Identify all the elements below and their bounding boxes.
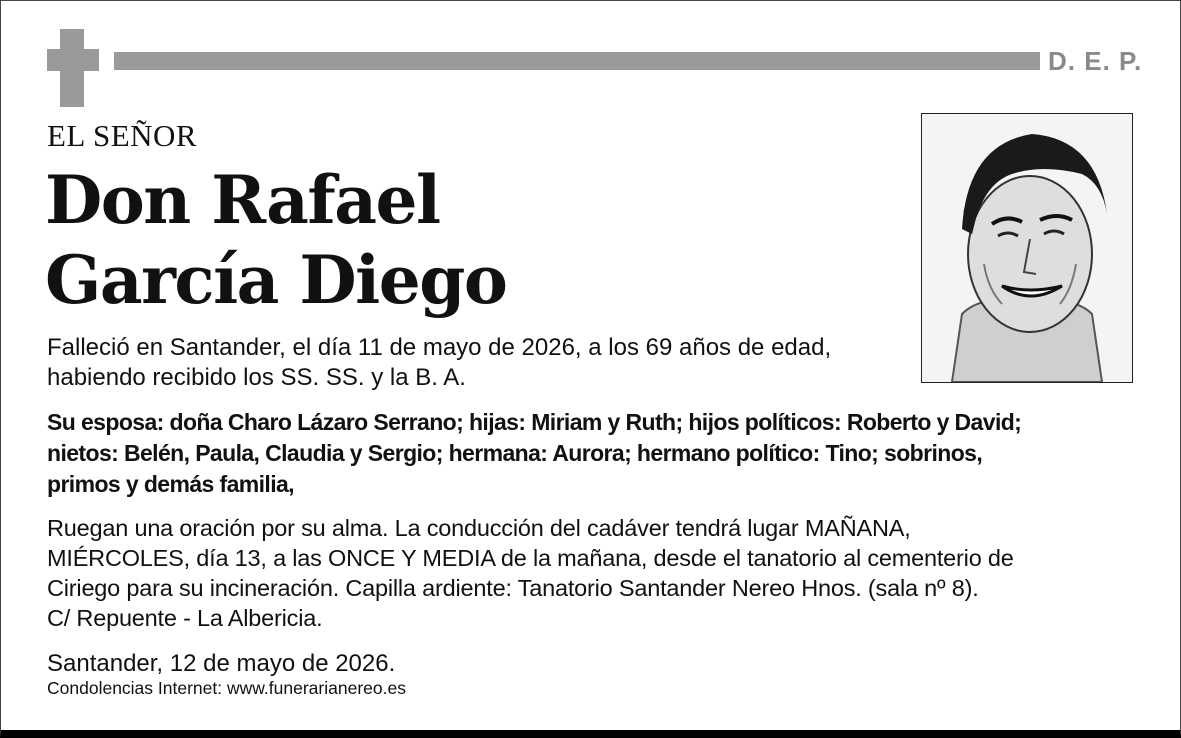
cross-icon-bar <box>47 49 99 71</box>
family-line-3: primos y demás familia, <box>47 471 294 497</box>
ceremony-line-2: MIÉRCOLES, día 13, a las ONCE Y MEDIA de la mañana, desde el tanatorio al cementerio de <box>47 545 1014 571</box>
condolences-link: Condolencias Internet: www.funerarianereo.es <box>47 678 406 698</box>
death-notice-line-2: habiendo recibido los SS. SS. y la B. A. <box>47 364 466 391</box>
family-list <box>47 407 1147 500</box>
ceremony-details <box>47 513 1157 633</box>
ceremony-line-3: Ciriego para su incineración. Capilla ardiente: Tanatorio Santander Nereo Hnos. (sala nº 8). <box>47 575 979 601</box>
portrait-photo <box>921 113 1133 383</box>
death-notice-line-1: Falleció en Santander, el día 11 de mayo de 2026, a los 69 años de edad, <box>47 334 832 361</box>
deceased-name <box>45 160 506 320</box>
dep-label: D. E. P. <box>1048 46 1143 76</box>
intro-label: EL SEÑOR <box>47 118 198 153</box>
ceremony-line-1: Ruegan una oración por su alma. La conducción del cadáver tendrá lugar MAÑANA, <box>47 515 911 541</box>
name-line-2: García Diego <box>45 241 507 319</box>
name-line-1: Don Rafael <box>45 161 440 239</box>
death-notice <box>47 333 917 393</box>
ceremony-line-4: C/ Repuente - La Albericia. <box>47 605 323 631</box>
family-line-1: Su esposa: doña Charo Lázaro Serrano; hijas: Miriam y Ruth; hijos políticos: Roberto y David; <box>47 409 1022 435</box>
portrait-icon <box>922 114 1132 382</box>
header-rule <box>114 52 1040 70</box>
family-line-2: nietos: Belén, Paula, Claudia y Sergio; hermana: Aurora; hermano político: Tino; sobrinos, <box>47 440 983 466</box>
place-date: Santander, 12 de mayo de 2026. <box>47 650 396 677</box>
